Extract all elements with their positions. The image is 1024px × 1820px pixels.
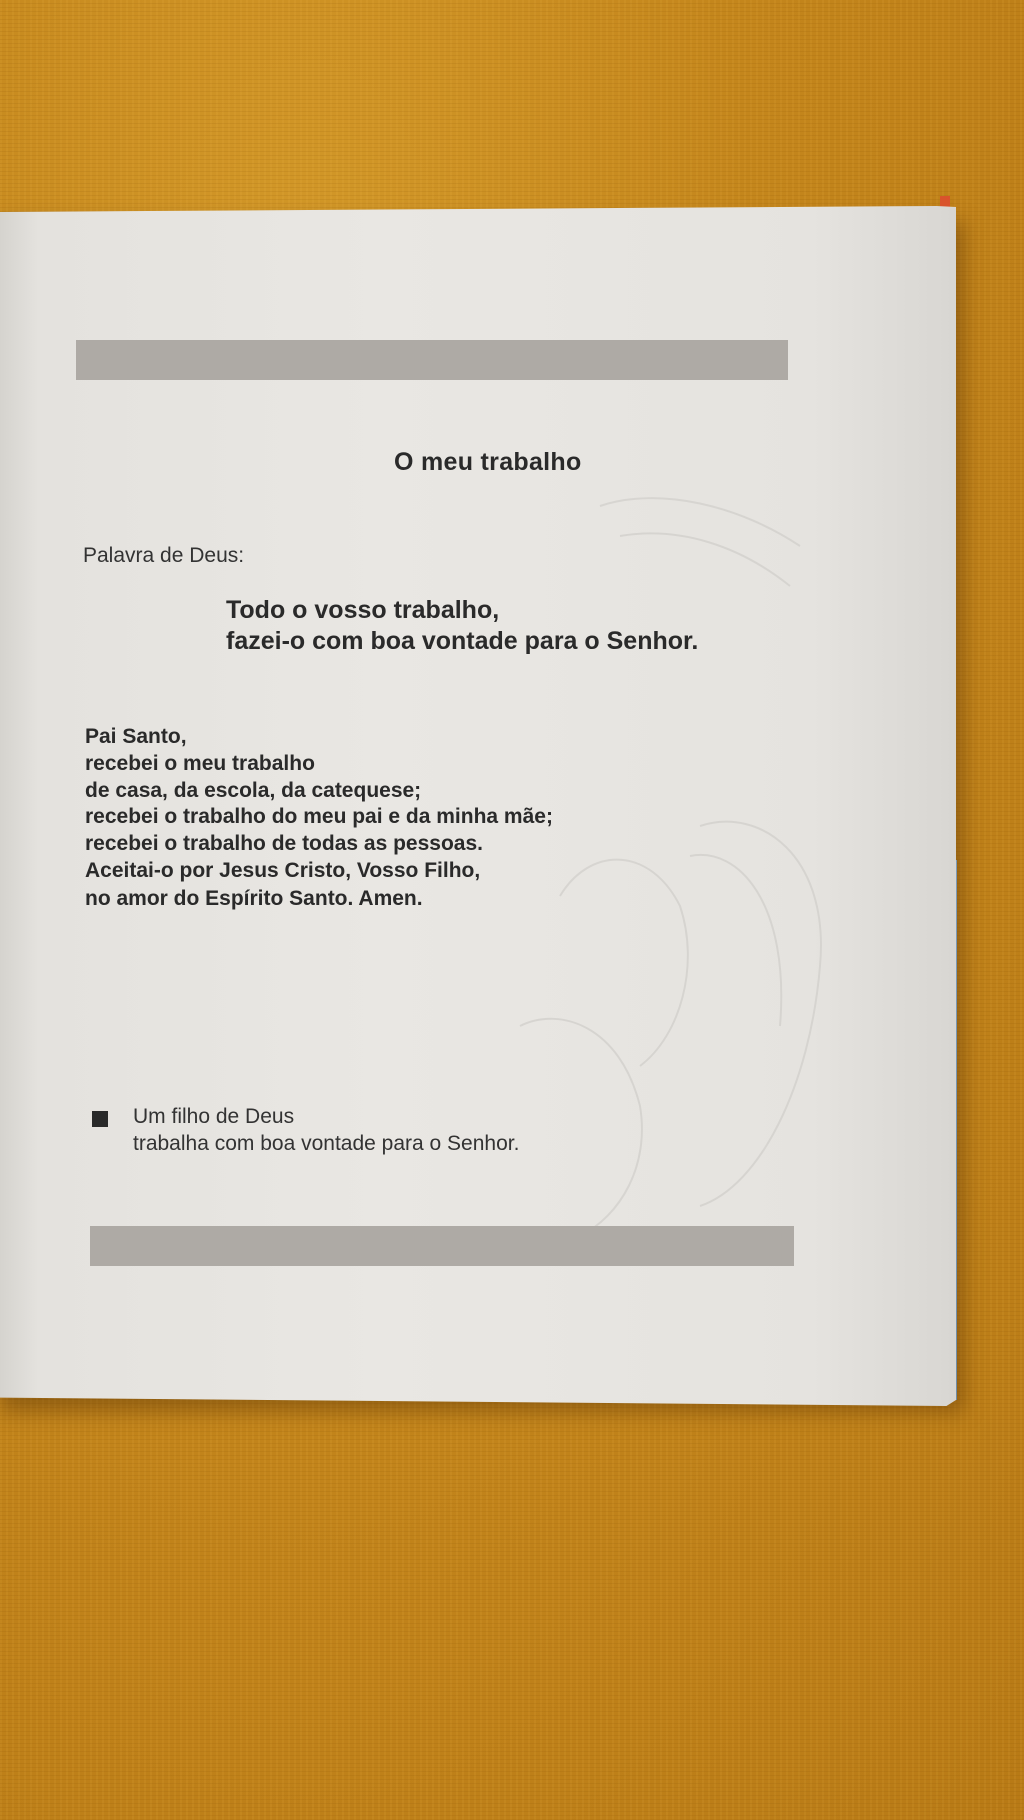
note-line-2: trabalha com boa vontade para o Senhor. — [133, 1132, 520, 1155]
page-title: O meu trabalho — [394, 448, 582, 476]
prayer-line-6: Aceitai-o por Jesus Cristo, Vosso Filho, — [85, 859, 481, 882]
prayer-line-7: no amor do Espírito Santo. Amen. — [85, 887, 423, 910]
quote-line-1: Todo o vosso trabalho, — [226, 596, 500, 624]
note-line-1: Um filho de Deus — [133, 1105, 295, 1128]
prayer-line-4: recebei o trabalho do meu pai e da minha mãe; — [85, 805, 553, 828]
prayer-line-5: recebei o trabalho de todas as pessoas. — [85, 832, 483, 855]
top-decorative-bar — [76, 340, 788, 380]
prayer-line-3: de casa, da escola, da catequese; — [85, 779, 422, 802]
quote-line-2: fazei-o com boa vontade para o Senhor. — [226, 627, 699, 655]
palavra-label: Palavra de Deus: — [83, 544, 245, 567]
square-bullet-icon — [92, 1111, 108, 1127]
prayer-line-2: recebei o meu trabalho — [85, 752, 315, 775]
bottom-decorative-bar — [90, 1226, 794, 1266]
prayer-line-1: Pai Santo, — [85, 725, 187, 748]
